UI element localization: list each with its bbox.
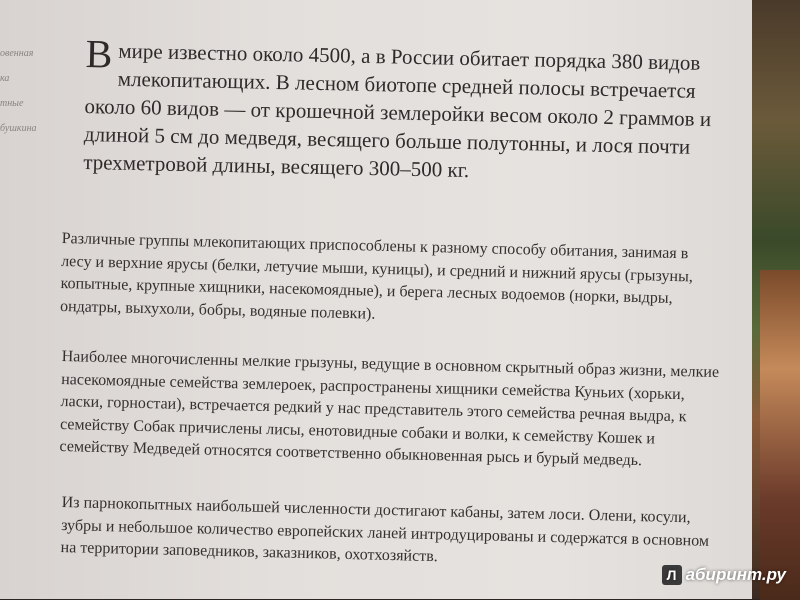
- margin-note: тные: [0, 98, 24, 109]
- margin-note: овенная: [0, 48, 34, 59]
- drop-cap: В: [85, 31, 113, 77]
- labirint-watermark: [662, 565, 786, 585]
- watermark-text: абиринт.ру: [685, 565, 786, 584]
- margin-notes: [0, 48, 60, 148]
- adjacent-photo-strip: [760, 270, 800, 600]
- lead-text: мире известно около 4500, а в России обитает порядка 380 видов млекопитающих. В лесном биотопе средней полосы встречается около 60 видов — от крошечной землеройки весом около 2 граммов и длиной 5 см до медведя, весящего больше полутонны, и лося почти трехметровой длины, весящего 300–500 кг.: [83, 38, 712, 183]
- paragraph-habitats: Различные группы млекопитающих приспособлены к разному способу обитания, занимая в лесу и верхние ярусы (белки, летучие мыши, куницы), и средний и нижний ярусы (грызуны, копытные, крупные хищники, насекомоядные), и берега лесных водоемов (норки, выдры, ондатры, выхухоли, бобры, водяные полевки).: [59, 229, 694, 323]
- labirint-logo-icon: Л: [662, 565, 682, 585]
- paragraph-predators: Наиболее многочисленны мелкие грызуны, ведущие в основном скрытный образ жизни, мелкие насекомоядные семейства землероек, распространены хищники семейства Куньих (хорьки, ласки, горностаи), встречается редкий у нас представитель этого семейства речная выдра, к семейству Собак причислены лисы, енотовидные собаки и волки, к семейству Кошек и семейству Медведей относятся соответственно обыкновенная рысь и бурый медведь.: [59, 347, 720, 470]
- lead-paragraph: [83, 31, 716, 189]
- margin-note: бушкина: [0, 123, 37, 134]
- paragraph-ungulates: Из парнокопытных наибольшей численности достигают кабаны, затем лоси. Олени, косули, зубры и небольшое количество европейских ланей интродуцированы и содержатся в основном на территории заповедников, заказников, охотхозяйств.: [60, 493, 710, 566]
- margin-note: ка: [0, 73, 10, 84]
